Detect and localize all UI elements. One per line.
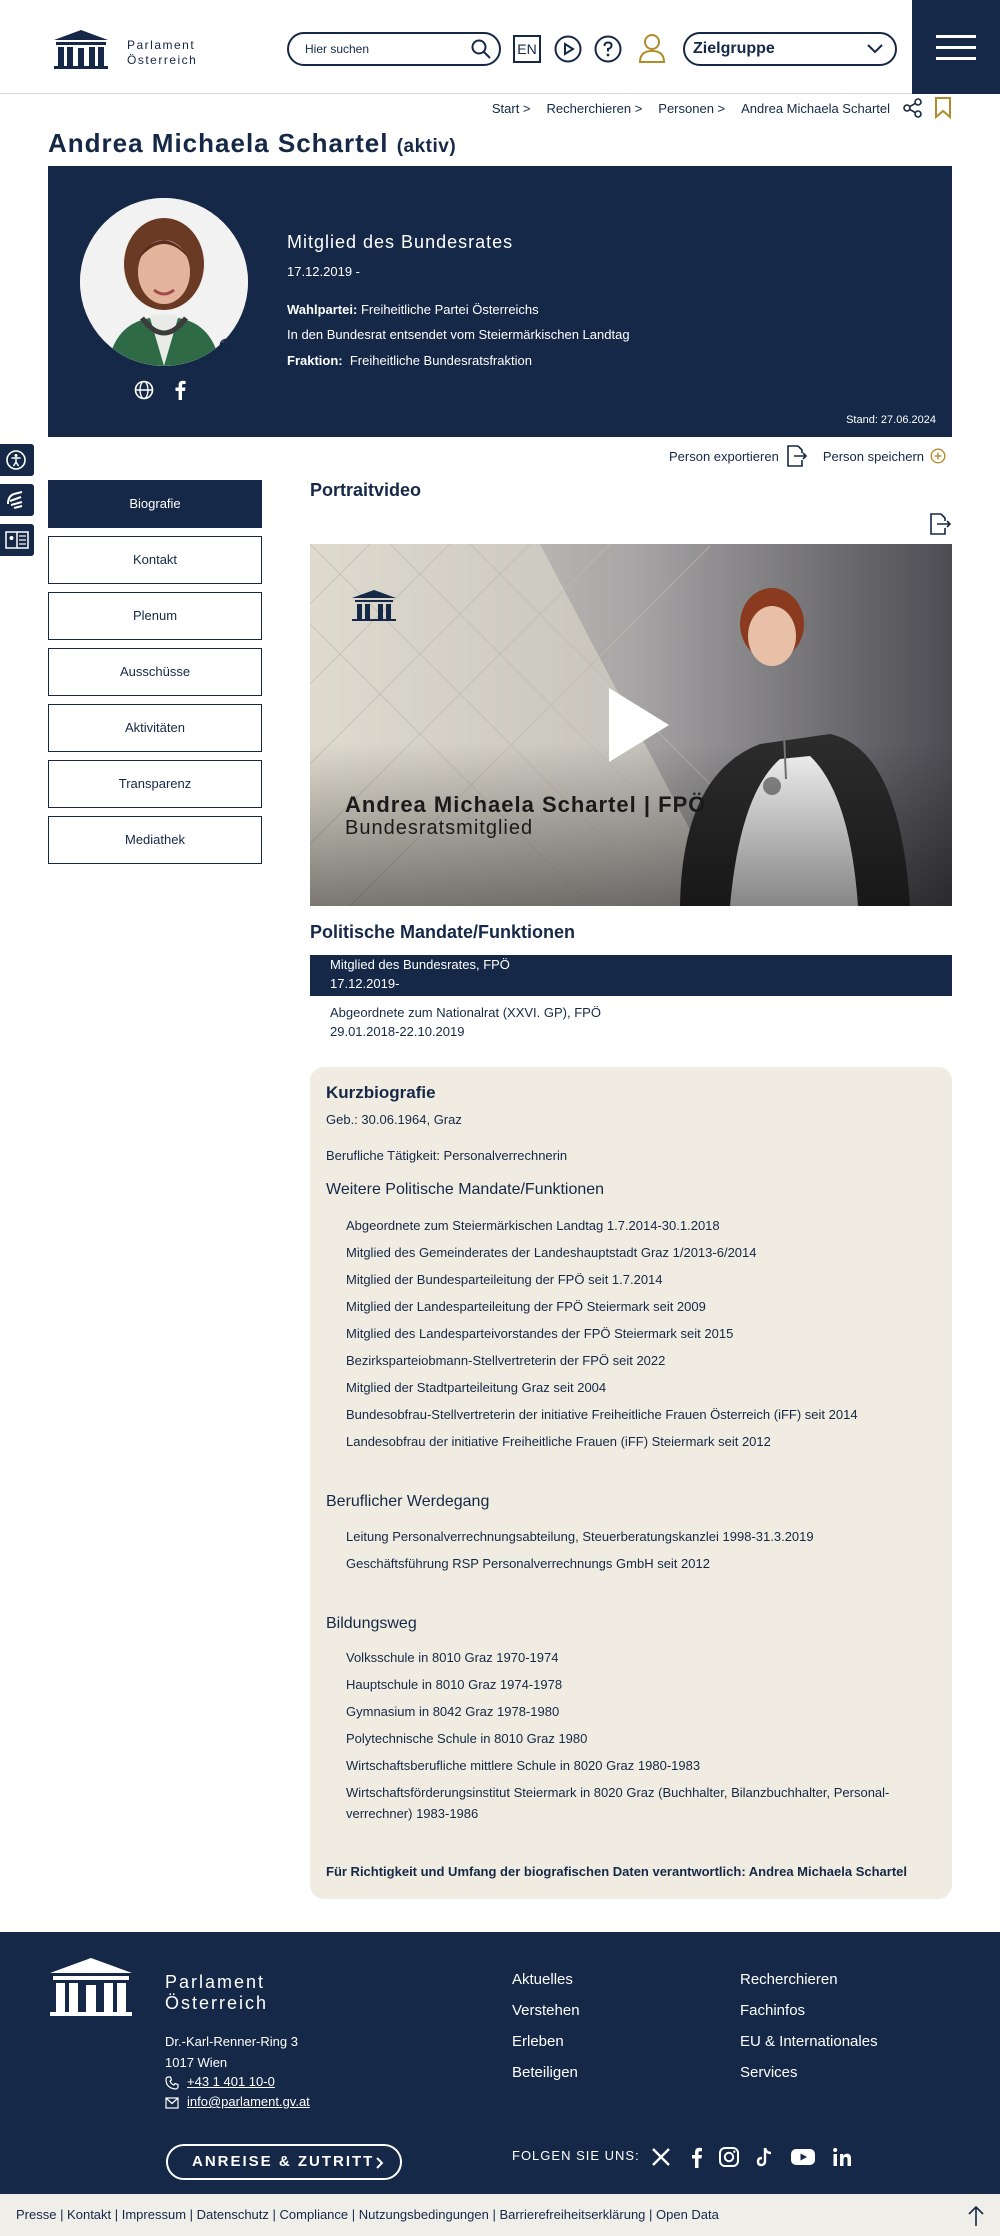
hero-party: Wahlpartei: Freiheitliche Partei Österreichs <box>287 302 539 317</box>
nav-transparenz[interactable]: Transparenz <box>48 760 262 808</box>
sign-language-button[interactable] <box>0 484 34 516</box>
hero-faction: Fraktion: Freiheitliche Bundesratsfraktion <box>287 353 532 368</box>
list-item: Abgeordnete zum Steiermärkischen Landtag 1.7.2014-30.1.2018 <box>346 1218 720 1233</box>
logo-text[interactable]: Parlament Österreich <box>127 38 198 67</box>
list-item: Mitglied des Gemeinderates der Landeshauptstadt Graz 1/2013-6/2014 <box>346 1245 757 1260</box>
hero-sent-by: In den Bundesrat entsendet vom Steiermärkischen Landtag <box>287 327 630 342</box>
follow-us-label: FOLGEN SIE UNS: <box>512 2148 640 2163</box>
audience-select[interactable]: Zielgruppe <box>683 32 897 66</box>
video-subtitle: Bundesratsmitglied <box>345 817 534 839</box>
tiktok-icon[interactable] <box>754 2146 776 2168</box>
bio-further-heading: Weitere Politische Mandate/Funktionen <box>326 1181 605 1198</box>
footer-brand: Parlament Österreich <box>165 1972 269 2013</box>
footer-address-city: 1017 Wien <box>165 2055 228 2070</box>
list-item: Bundesobfrau-Stellvertreterin der initiative Freiheitliche Frauen Österreich (iFF) seit 2014 <box>346 1407 858 1422</box>
list-item: Mitglied der Bundesparteileitung der FPÖ seit 1.7.2014 <box>346 1272 663 1287</box>
mandates-heading: Politische Mandate/Funktionen <box>310 922 576 942</box>
bio-education-heading: Bildungsweg <box>326 1615 417 1632</box>
x-twitter-icon[interactable] <box>650 2146 672 2168</box>
short-biography <box>310 1067 952 1899</box>
export-video-icon[interactable] <box>928 513 952 535</box>
mail-icon <box>165 2097 179 2109</box>
add-circle-icon[interactable] <box>930 448 946 464</box>
nav-aktivitaeten[interactable]: Aktivitäten <box>48 704 262 752</box>
instagram-icon[interactable] <box>718 2146 740 2168</box>
export-person-button[interactable]: Person exportieren <box>668 448 779 464</box>
search-input[interactable] <box>287 32 501 66</box>
status-label: (aktiv) <box>396 136 457 157</box>
mandate-item[interactable]: Mitglied des Bundesrates, FPÖ 17.12.2019- <box>310 955 952 996</box>
list-item: Wirtschaftsberufliche mittlere Schule in 8020 Graz 1980-1983 <box>346 1758 701 1773</box>
bio-job: Berufliche Tätigkeit: Personalverrechnerin <box>326 1148 568 1163</box>
footer-link-recherchieren[interactable]: Recherchieren <box>740 1971 838 1988</box>
footer-link-fachinfos[interactable]: Fachinfos <box>740 2002 806 2019</box>
breadcrumb-start[interactable]: Start > <box>491 101 531 116</box>
list-item: Volksschule in 8010 Graz 1970-1974 <box>346 1650 559 1665</box>
footer-link-services[interactable]: Services <box>740 2064 798 2081</box>
list-item: Wirtschaftsförderungsinstitut Steiermark in 8020 Graz (Buchhalter, Bilanzbuchhalter, Personal-verrechner) 1983-1986 <box>346 1785 890 1821</box>
list-item: Bezirksparteiobmann-Stellvertreterin der FPÖ seit 2022 <box>346 1353 666 1368</box>
save-person-button[interactable]: Person speichern <box>822 448 924 464</box>
nav-kontakt[interactable]: Kontakt <box>48 536 262 584</box>
linkedin-icon[interactable] <box>831 2146 853 2168</box>
nav-plenum[interactable]: Plenum <box>48 592 262 640</box>
user-icon[interactable] <box>638 33 666 63</box>
portrait-video-heading: Portraitvideo <box>310 480 422 500</box>
chevron-right-icon <box>376 2157 384 2169</box>
list-item: Landesobfrau der initiative Freiheitliche Frauen (iFF) Steiermark seit 2012 <box>346 1434 771 1449</box>
hero-date: 17.12.2019 - <box>287 264 361 279</box>
person-actions <box>669 445 946 467</box>
accessibility-icon <box>0 444 34 476</box>
footer-link-beteiligen[interactable]: Beteiligen <box>512 2064 578 2081</box>
list-item: Gymnasium in 8042 Graz 1978-1980 <box>346 1704 560 1719</box>
list-item: Geschäftsführung RSP Personalverrechnungs GmbH seit 2012 <box>346 1556 710 1571</box>
bio-responsibility-note: Für Richtigkeit und Umfang der biografischen Daten verantwortlich: Andrea Michaela Schartel <box>326 1864 908 1879</box>
page-title: Andrea Michaela Schartel (aktiv) <box>48 128 457 158</box>
bio-born: Geb.: 30.06.1964, Graz <box>326 1112 462 1127</box>
breadcrumb-personen[interactable]: Personen > <box>658 101 726 116</box>
bookmark-icon[interactable] <box>934 97 952 119</box>
bio-title: Kurzbiografie <box>326 1083 436 1102</box>
bio-career-heading: Beruflicher Werdegang <box>326 1493 490 1510</box>
portrait-video-player[interactable] <box>310 544 952 906</box>
list-item: Hauptschule in 8010 Graz 1974-1978 <box>346 1677 563 1692</box>
footer-link-erleben[interactable]: Erleben <box>512 2033 564 2050</box>
mandate-item[interactable]: Abgeordnete zum Nationalrat (XXVI. GP), FPÖ 29.01.2018-22.10.2019 <box>330 1005 601 1039</box>
person-hero <box>48 166 952 437</box>
hero-stand-date: Stand: 27.06.2024 <box>846 414 936 426</box>
facebook-icon[interactable] <box>173 380 187 400</box>
hero-role: Mitglied des Bundesrates <box>287 232 514 252</box>
breadcrumb-recherchieren[interactable]: Recherchieren > <box>546 101 643 116</box>
video-title: Andrea Michaela Schartel | FPÖ <box>345 792 707 817</box>
parliament-logo-icon[interactable] <box>48 1956 134 2018</box>
footer-address-street: Dr.-Karl-Renner-Ring 3 <box>165 2034 298 2049</box>
easy-language-button[interactable] <box>0 524 34 556</box>
easy-language-icon <box>0 524 34 556</box>
globe-icon[interactable] <box>134 380 154 400</box>
list-item: Mitglied des Landesparteivorstandes der FPÖ Steiermark seit 2015 <box>346 1326 734 1341</box>
footer-email-link[interactable]: info@parlament.gv.at <box>187 2094 310 2109</box>
breadcrumb-current: Andrea Michaela Schartel <box>741 101 890 116</box>
nav-biografie[interactable]: Biografie <box>48 480 262 528</box>
play-icon[interactable] <box>609 688 669 762</box>
footer-phone-link[interactable]: +43 1 401 10-0 <box>187 2074 275 2089</box>
nav-ausschuesse[interactable]: Ausschüsse <box>48 648 262 696</box>
list-item: Leitung Personalverrechnungsabteilung, Steuerberatungskanzlei 1998-31.3.2019 <box>346 1529 814 1544</box>
youtube-icon[interactable] <box>790 2146 816 2168</box>
zoom-icon[interactable] <box>219 338 237 356</box>
help-icon[interactable] <box>594 35 622 63</box>
scroll-to-top-icon[interactable] <box>966 2205 986 2227</box>
anreise-zutritt-button[interactable]: ANREISE & ZUTRITT <box>166 2144 402 2180</box>
play-circle-icon[interactable] <box>554 35 582 63</box>
facebook-icon[interactable] <box>686 2146 708 2168</box>
sign-language-icon <box>0 484 34 516</box>
footer-link-eu-international[interactable]: EU & Internationales <box>740 2033 878 2050</box>
footer-legal-links[interactable]: Presse | Kontakt | Impressum | Datenschutz | Compliance | Nutzungsbedingungen | Barrierefreiheitserklärung | Open Data <box>0 2194 1000 2236</box>
site-header <box>0 0 1000 94</box>
breadcrumb <box>492 101 890 116</box>
language-button[interactable]: EN <box>513 35 541 63</box>
phone-icon <box>165 2076 179 2090</box>
list-item: Polytechnische Schule in 8010 Graz 1980 <box>346 1731 588 1746</box>
list-item: Mitglied der Stadtparteileitung Graz seit 2004 <box>346 1380 607 1395</box>
chevron-down-icon <box>867 44 883 54</box>
footer-link-verstehen[interactable]: Verstehen <box>512 2002 580 2019</box>
list-item: Mitglied der Landesparteileitung der FPÖ Steiermark seit 2009 <box>346 1299 706 1314</box>
search-icon[interactable] <box>471 39 491 59</box>
parliament-logo-icon[interactable] <box>52 28 110 70</box>
accessibility-button[interactable] <box>0 444 34 476</box>
share-icon[interactable] <box>903 98 923 118</box>
export-icon[interactable] <box>785 445 807 467</box>
menu-button[interactable] <box>912 0 1000 94</box>
nav-mediathek[interactable]: Mediathek <box>48 816 262 864</box>
footer-link-aktuelles[interactable]: Aktuelles <box>512 1971 573 1988</box>
